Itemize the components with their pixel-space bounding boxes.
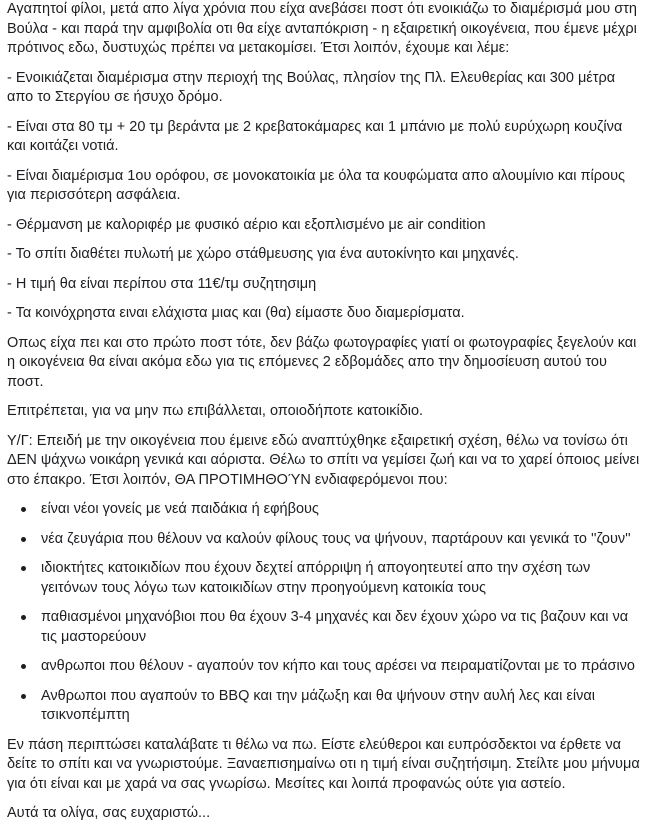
bullet-icon — [21, 566, 26, 571]
photos-note: Οπως είχα πει και στο πρώτο ποστ τότε, δεν βάζω φωτογραφίες γιατί οι φωτογραφίες ξεγελούν και η οικογένεια θα είναι ακόμα εδω για τις επόμενες 2 εδβομάδες απο την δημοσίευση αυτού του ποστ. — [7, 334, 637, 390]
bullet-icon — [21, 615, 26, 620]
list-item: νέα ζευγάρια που θέλουν να καλούν φίλους τους να ψήνουν, παρτάρουν και γενικά το ''ζουν'' — [7, 530, 642, 550]
list-item: ανθρωποι που θέλουν - αγαπούν τον κήπο και τους αρέσει να πειραματίζονται με το πράσινο — [7, 657, 642, 677]
signoff: Αυτά τα ολίγα, σας ευχαριστώ... — [7, 805, 211, 821]
preferred-tenants-list — [7, 500, 642, 726]
detail-heating: - Θέρμανση με καλοριφέρ με φυσικό αέριο και εξοπλισμένο με air condition — [7, 216, 486, 233]
detail-floor: - Είναι διαμέρισμα 1ου ορόφου, σε μονοκατοικία με όλα τα κουφώματα απο αλουμίνιο και πίρους για περισσότερη ασφάλεια. — [7, 167, 626, 203]
postscript: Υ/Γ: Επειδή με την οικογένεια που έμεινε εδώ αναπτύχθηκε εξαιρετική σχέση, θέλω να τονίσω ότι ΔΕΝ ψάχνω νοικάρη γενικά και αόριστα. Θέλω το σπίτι να γεμίσει ζωή και να το χαρεί όποιος μείνει στο έπακρο. Έτσι λοιπόν, ΘΑ ΠΡΟΤΙΜΗΘΟΎΝ ενδιαφερόμενοι που: — [7, 432, 640, 488]
detail-parking: - Το σπίτι διαθέτει πυλωτή με χώρο στάθμευσης για ένα αυτοκίνητο και μηχανές. — [7, 246, 519, 262]
closing-paragraph: Εν πάση περιπτώσει καταλάβατε τι θέλω να πω. Είστε ελεύθεροι και ευπρόσδεκτοι να έρθετε να δείτε το σπίτι και να γνωριστούμε. Ξαναεπισημαίνω οτι η τιμή είναι συζητήσιμη. Στείλτε μου μήνυμα για ότι είναι και με χαρά να σας γνωρίσω. Μεσίτες και λοιπά προφανώς ούτε για αστείο. — [7, 736, 640, 792]
detail-location: - Ενοικιάζεται διαμέρισμα στην περιοχή της Βούλας, πλησίον της Πλ. Ελευθερίας και 300 μέτρα απο το Στεργίου σε ήσυχο δρόμο. — [7, 69, 616, 105]
post-intro: Αγαπητοί φίλοι, μετά απο λίγα χρόνια που είχα ανεβάσει ποστ ότι ενοικιάζω το διαμέρισμά μου στη Βούλα - και παρά την αμφιβολία οτι θα είχε ανταπόκριση - η εξαιρετική οικογένεια, που έμενε μέχρι πρότινος εδω, δυστυχώς πρέπει να μετακομίσει. Έτσι λοιπόν, έχουμε και λέμε: — [7, 1, 637, 56]
detail-price: - Η τιμή θα είναι περίπου στα 11€/τμ συζητησιμη — [7, 275, 317, 292]
bullet-icon — [21, 694, 26, 699]
list-item: Ανθρωποι που αγαπούν το BBQ και την μάζωξη και θα ψήνουν στην αυλή λες και είναι τσικνοπέμπτη — [7, 687, 642, 726]
bullet-icon — [21, 507, 26, 512]
pets-note: Επιτρέπεται, για να μην πω επιβάλλεται, οποιοδήποτε κατοικίδιο. — [7, 403, 424, 419]
bullet-icon — [21, 664, 26, 669]
detail-common-charges: - Τα κοινόχρηστα ειναι ελάχιστα μιας και (θα) είμαστε δυο διαμερίσματα. — [7, 305, 465, 321]
list-item: παθιασμένοι μηχανόβιοι που θα έχουν 3-4 μηχανές και δεν έχουν χώρο να τις βαζουν και να τις μαστορεύουν — [7, 608, 642, 647]
list-item: είναι νέοι γονείς με νεά παιδάκια ή εφήβους — [7, 500, 642, 520]
detail-size: - Είναι στα 80 τμ + 20 τμ βεράντα με 2 κρεβατοκάμαρες και 1 μπάνιο με πολύ ευρύχωρη κουζίνα και κοιτάζει νοτιά. — [7, 118, 623, 154]
list-item: ιδιοκτήτες κατοικιδίων που έχουν δεχτεί απόρριψη ή απογοητευτεί απο την σχέση των γειτόνων τους λόγω των κατοικιδίων στην προηγούμενη κατοικία τους — [7, 559, 642, 598]
bullet-icon — [21, 537, 26, 542]
